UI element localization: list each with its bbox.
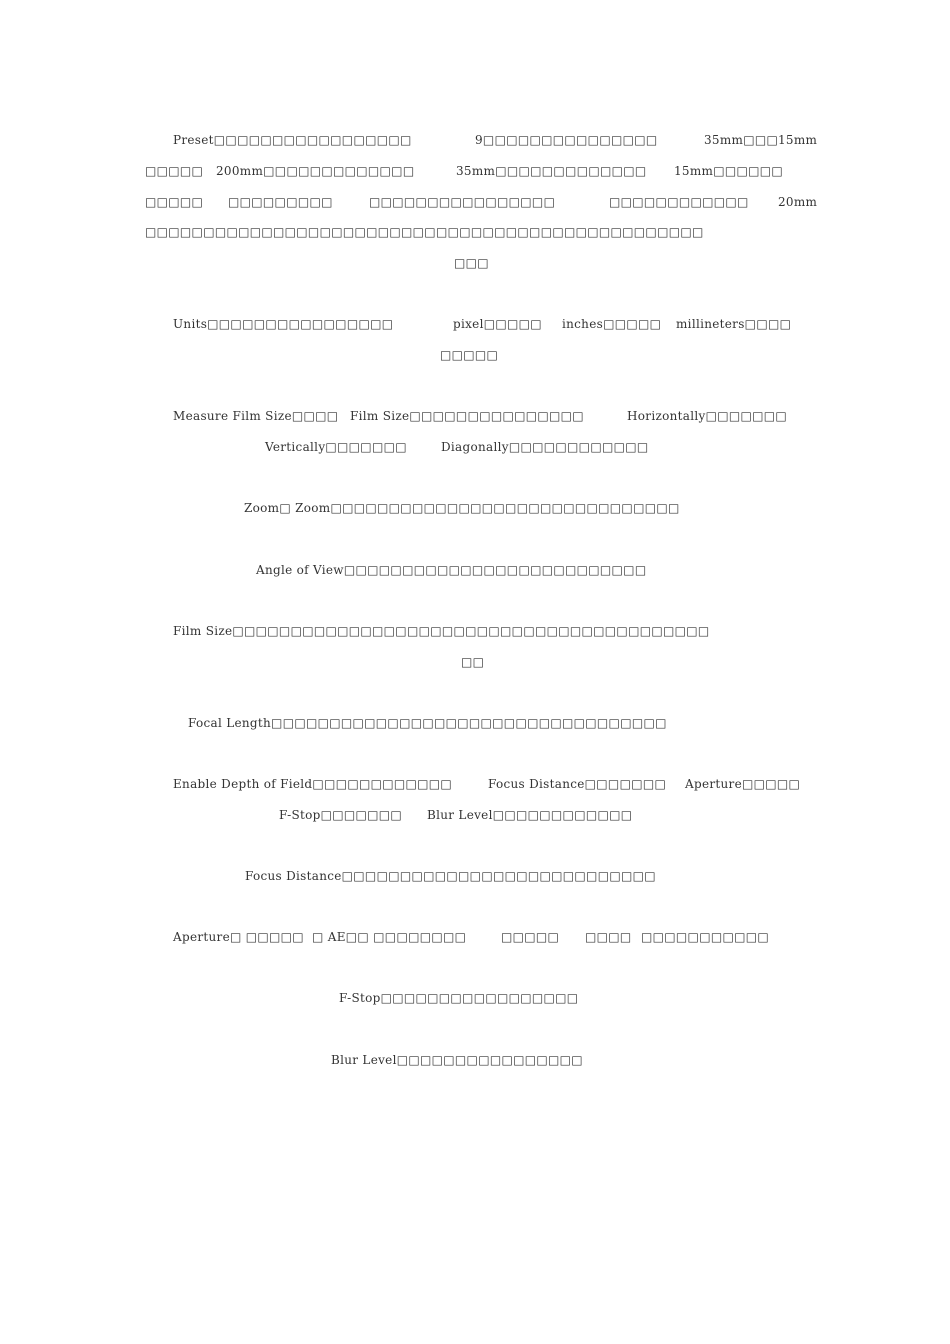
measure-line-1a: Measure Film Size□□□□ bbox=[173, 409, 339, 423]
preset-line-1b: 9□□□□□□□□□□□□□□□ bbox=[475, 133, 658, 147]
film-size-line-2: □□ bbox=[461, 655, 485, 669]
aperture-line-a: Aperture□ □□□□□ bbox=[173, 930, 304, 944]
preset-line-5: □□□ bbox=[454, 256, 489, 270]
preset-line-3d: □□□□□□□□□□□□ bbox=[609, 195, 749, 209]
units-line-1d: millineters□□□□ bbox=[676, 317, 792, 331]
preset-line-1c: 35mm□□□ bbox=[704, 133, 779, 147]
measure-line-2b: Diagonally□□□□□□□□□□□□ bbox=[441, 440, 649, 454]
blur-level-line: Blur Level□□□□□□□□□□□□□□□□ bbox=[331, 1053, 583, 1067]
preset-line-3e: 20mm bbox=[778, 195, 818, 209]
aperture-line-d: □□□□ bbox=[585, 930, 632, 944]
film-size-line-1: Film Size□□□□□□□□□□□□□□□□□□□□□□□□□□□□□□□□□□□□□□□□□ bbox=[173, 624, 710, 638]
measure-line-1b: Film Size□□□□□□□□□□□□□□□ bbox=[350, 409, 584, 423]
preset-line-2d: 15mm□□□□□□ bbox=[674, 164, 784, 178]
preset-line-1d: 15mm bbox=[778, 133, 818, 147]
units-line-2: □□□□□ bbox=[440, 348, 499, 362]
units-line-1b: pixel□□□□□ bbox=[453, 317, 542, 331]
dof-line-2a: F-Stop□□□□□□□ bbox=[279, 808, 403, 822]
preset-line-3b: □□□□□□□□□ bbox=[228, 195, 333, 209]
aperture-line-c: □□□□□ bbox=[501, 930, 560, 944]
aperture-line-e: □□□□□□□□□□□ bbox=[641, 930, 770, 944]
dof-line-1a: Enable Depth of Field□□□□□□□□□□□□ bbox=[173, 777, 453, 791]
preset-line-2b: 200mm□□□□□□□□□□□□□ bbox=[216, 164, 415, 178]
dof-line-2b: Blur Level□□□□□□□□□□□□ bbox=[427, 808, 633, 822]
focal-length-line: Focal Length□□□□□□□□□□□□□□□□□□□□□□□□□□□□□□□□□□ bbox=[188, 716, 667, 730]
aperture-line-b: □ AE□□ □□□□□□□□ bbox=[312, 930, 467, 944]
units-line-1c: inches□□□□□ bbox=[562, 317, 662, 331]
measure-line-1c: Horizontally□□□□□□□ bbox=[627, 409, 788, 423]
preset-line-4: □□□□□□□□□□□□□□□□□□□□□□□□□□□□□□□□□□□□□□□□□□□□□□□□ bbox=[145, 225, 704, 239]
preset-line-1a: Preset□□□□□□□□□□□□□□□□□ bbox=[173, 133, 412, 147]
f-stop-line: F-Stop□□□□□□□□□□□□□□□□□ bbox=[339, 991, 579, 1005]
angle-of-view-line: Angle of View□□□□□□□□□□□□□□□□□□□□□□□□□□ bbox=[256, 563, 647, 577]
zoom-line: Zoom□ Zoom□□□□□□□□□□□□□□□□□□□□□□□□□□□□□□ bbox=[244, 501, 680, 515]
dof-line-1c: Aperture□□□□□ bbox=[685, 777, 801, 791]
focus-distance-line: Focus Distance□□□□□□□□□□□□□□□□□□□□□□□□□□□ bbox=[245, 869, 656, 883]
preset-line-3c: □□□□□□□□□□□□□□□□ bbox=[369, 195, 556, 209]
preset-line-2a: □□□□□ bbox=[145, 164, 204, 178]
preset-line-2c: 35mm□□□□□□□□□□□□□ bbox=[456, 164, 647, 178]
units-line-1a: Units□□□□□□□□□□□□□□□□ bbox=[173, 317, 394, 331]
preset-line-3a: □□□□□ bbox=[145, 195, 204, 209]
measure-line-2a: Vertically□□□□□□□ bbox=[265, 440, 407, 454]
dof-line-1b: Focus Distance□□□□□□□ bbox=[488, 777, 667, 791]
